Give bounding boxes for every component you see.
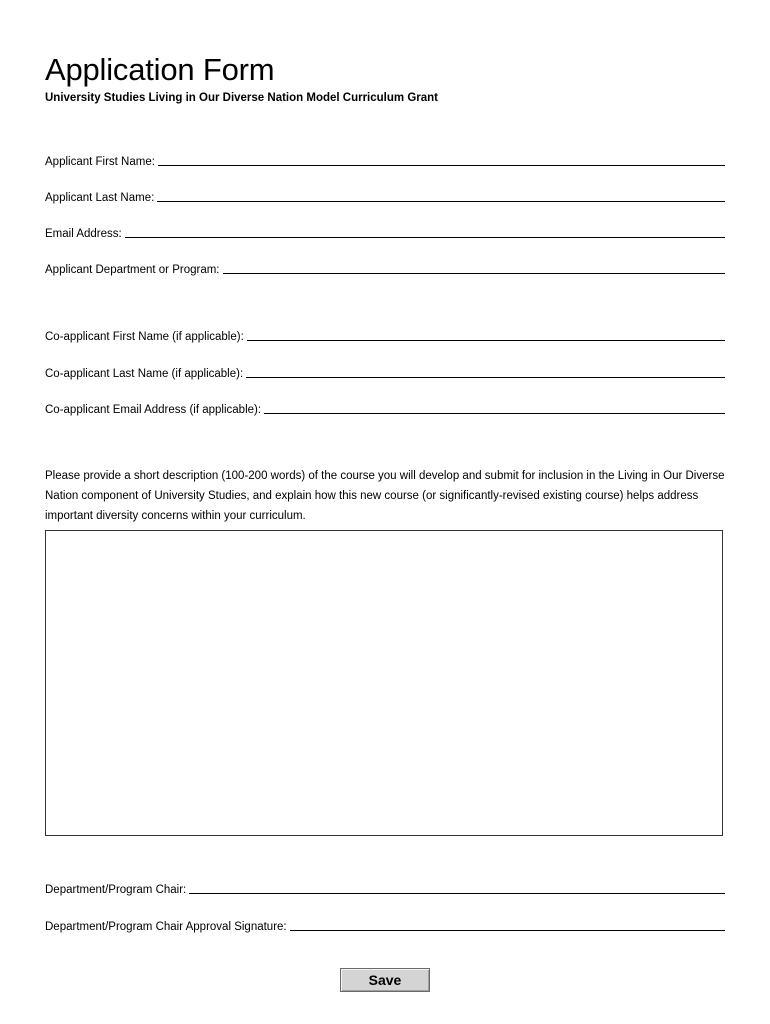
chair-row [45,880,725,896]
coapplicant-last-name-row [45,364,725,380]
coapplicant-first-name-label: Co-applicant First Name (if applicable): [45,331,244,343]
form-subtitle: University Studies Living in Our Diverse Nation Model Curriculum Grant [45,92,438,104]
form-title: Application Form [45,52,275,87]
applicant-department-label: Applicant Department or Program: [45,264,220,276]
applicant-first-name-row [45,152,725,168]
coapplicant-email-row [45,400,725,416]
save-button[interactable]: Save [340,968,430,992]
course-description-prompt: Please provide a short description (100-200 words) of the course you will develop and submit for inclusion in the Living in Our Diverse Nation component of University Studies, and explain how this new course (or significantly-revised existing course) helps address important diversity concerns within your curriculum. [45,470,725,522]
coapplicant-first-name-row [45,327,725,343]
coapplicant-email-label: Co-applicant Email Address (if applicable): [45,404,262,416]
chair-signature-row [45,917,725,933]
chair-field[interactable] [189,882,725,894]
chair-signature-label: Department/Program Chair Approval Signature: [45,921,287,933]
applicant-department-field[interactable] [223,262,726,274]
applicant-first-name-field[interactable] [158,154,725,166]
applicant-email-row [45,224,725,240]
coapplicant-last-name-label: Co-applicant Last Name (if applicable): [45,368,244,380]
coapplicant-first-name-field[interactable] [247,329,725,341]
applicant-last-name-field[interactable] [157,190,725,202]
applicant-first-name-label: Applicant First Name: [45,156,155,168]
coapplicant-email-field[interactable] [264,402,725,414]
chair-label: Department/Program Chair: [45,884,187,896]
applicant-email-field[interactable] [125,226,725,238]
applicant-department-row [45,260,725,276]
applicant-email-label: Email Address: [45,228,122,240]
coapplicant-last-name-field[interactable] [246,366,725,378]
course-description-textarea[interactable] [45,530,723,836]
applicant-last-name-label: Applicant Last Name: [45,192,155,204]
applicant-last-name-row [45,188,725,204]
chair-signature-field[interactable] [290,919,725,931]
